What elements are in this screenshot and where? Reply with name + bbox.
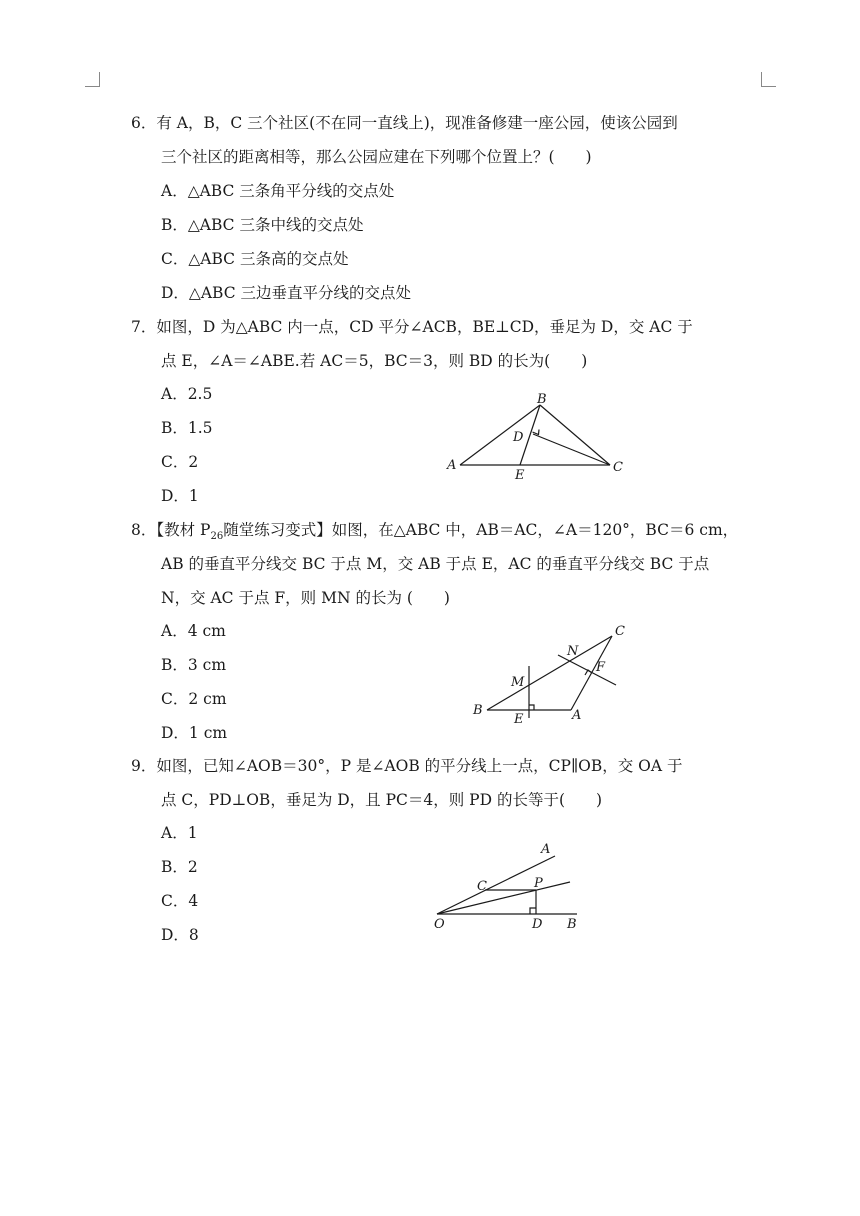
q9-label-p: P: [534, 876, 543, 891]
q6-stem-line1: 6．有 A，B，C 三个社区(不在同一直线上)，现准备修建一座公园，使该公园到: [131, 114, 678, 132]
q9-option-d: D．8: [161, 926, 199, 944]
q8-triangle-figure: [465, 620, 645, 730]
q8-label-e: E: [514, 712, 524, 727]
q7-stem-line2: 点 E，∠A＝∠ABE.若 AC＝5，BC＝3，则 BD 的长为( ): [161, 352, 588, 370]
q8-option-a: A．4 cm: [161, 622, 226, 640]
q6-option-a: A．△ABC 三条角平分线的交点处: [161, 182, 395, 200]
q9-label-a: A: [541, 842, 551, 857]
q7-stem-line1: 7．如图，D 为△ABC 内一点，CD 平分∠ACB，BE⊥CD，垂足为 D，交 AC 于: [131, 318, 693, 336]
q8-option-b: B．3 cm: [161, 656, 227, 674]
q7-label-e: E: [515, 468, 525, 483]
q8-label-b: B: [473, 703, 483, 718]
q7-label-a: A: [447, 458, 457, 473]
q7-option-b: B．1.5: [161, 419, 213, 437]
q6-stem-line2: 三个社区的距离相等，那么公园应建在下列哪个位置上？( ): [161, 148, 592, 166]
q8-page-subscript: 26: [210, 531, 224, 543]
q9-stem-line2: 点 C，PD⊥OB，垂足为 D，且 PC＝4，则 PD 的长等于( ): [161, 791, 603, 809]
q7-label-b: B: [537, 392, 547, 407]
q9-label-c: C: [477, 879, 487, 894]
q8-label-m: M: [511, 675, 525, 690]
q8-option-c: C．2 cm: [161, 690, 227, 708]
q9-stem-line1: 9．如图，已知∠AOB＝30°，P 是∠AOB 的平分线上一点，CP∥OB，交 OA 于: [131, 757, 683, 775]
q9-option-a: A．1: [161, 824, 198, 842]
q7-label-c: C: [613, 460, 623, 475]
q8-label-f: F: [596, 660, 606, 675]
q8-label-a: A: [572, 708, 582, 723]
q8-stem-line1-post: 随堂练习变式】如图，在△ABC 中，AB＝AC，∠A＝120°，BC＝6 cm，: [223, 521, 739, 539]
crop-mark-top-right: [761, 72, 776, 87]
q8-label-c: C: [615, 624, 625, 639]
q9-option-c: C．4: [161, 892, 199, 910]
q9-angle-figure: [425, 838, 595, 938]
q8-stem-line1: [131, 519, 738, 548]
q6-option-d: D．△ABC 三边垂直平分线的交点处: [161, 284, 412, 302]
q9-label-o: O: [434, 917, 445, 932]
q7-triangle-figure: [440, 388, 640, 488]
q7-option-d: D．1: [161, 487, 199, 505]
q8-label-n: N: [567, 644, 579, 659]
q7-option-a: A．2.5: [161, 385, 213, 403]
q7-option-c: C．2: [161, 453, 199, 471]
q8-stem-line2: AB 的垂直平分线交 BC 于点 M，交 AB 于点 E，AC 的垂直平分线交 BC 于点: [161, 555, 710, 573]
q6-option-c: C．△ABC 三条高的交点处: [161, 250, 349, 268]
q8-option-d: D．1 cm: [161, 724, 228, 742]
q7-label-d: D: [513, 430, 524, 445]
q9-label-b: B: [567, 917, 577, 932]
q8-stem-line1-pre: 8．【教材 P: [131, 521, 211, 539]
q9-label-d: D: [532, 917, 543, 932]
q9-option-b: B．2: [161, 858, 198, 876]
q6-option-b: B．△ABC 三条中线的交点处: [161, 216, 364, 234]
crop-mark-top-left: [85, 72, 100, 87]
q8-stem-line3: N，交 AC 于点 F，则 MN 的长为 ( ): [161, 589, 450, 607]
